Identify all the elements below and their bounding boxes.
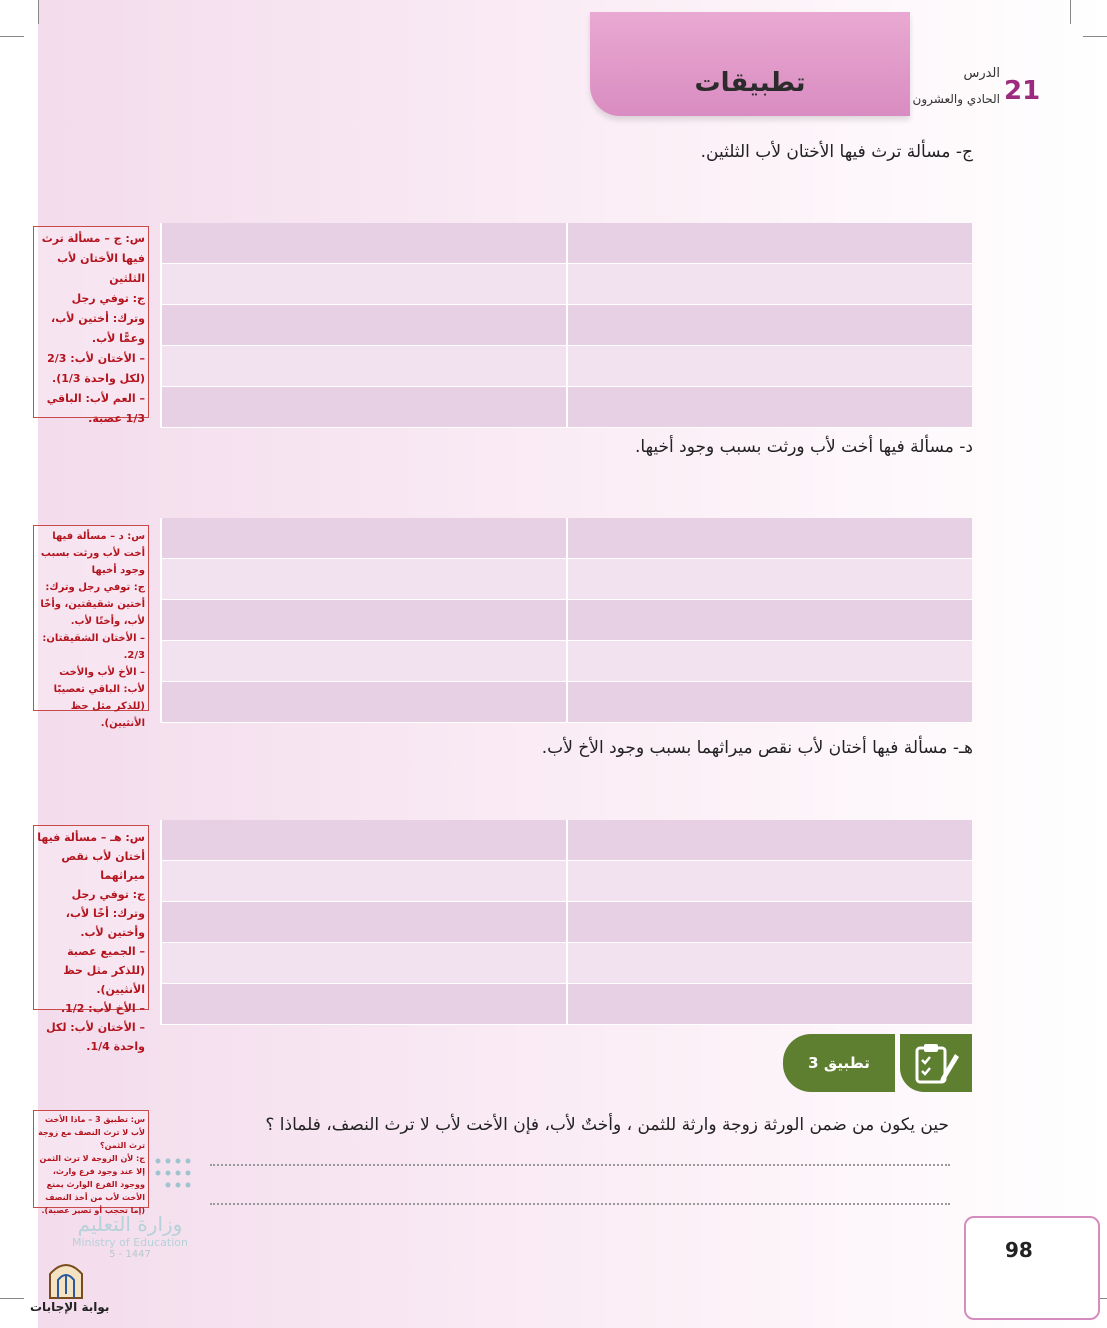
table-cell[interactable] — [160, 264, 566, 304]
question-d: د- مسألة فيها أخت لأب ورثت بسبب وجود أخيها. — [635, 437, 973, 457]
question-e: هـ- مسألة فيها أختان لأب نقص ميراثهما بسبب وجود الأخ لأب. — [541, 738, 973, 758]
answer-line[interactable] — [210, 1203, 950, 1205]
table-row — [160, 518, 972, 559]
ministry-logo-icon — [152, 1155, 198, 1193]
note-line: ج: توفي رجل وترك: أخًا لأب، وأختين لأب. — [65, 888, 145, 939]
note-line: س: ج – مسألة ترث فيها الأختان لأب الثلثين — [41, 232, 145, 285]
answer-table-c — [160, 223, 972, 428]
table-row — [160, 943, 972, 984]
table-row — [160, 861, 972, 902]
table-cell[interactable] — [160, 682, 566, 722]
table-row — [160, 387, 972, 428]
crop-mark — [0, 1298, 24, 1299]
ministry-year: 5 - 1447 — [109, 1249, 151, 1260]
note-line: س: د – مسألة فيها أخت لأب ورثت بسبب وجود أخيها — [40, 531, 145, 576]
table-row — [160, 346, 972, 387]
table-row — [160, 641, 972, 682]
answer-note-c — [33, 226, 149, 425]
answer-table-d — [160, 518, 972, 723]
note-line: ج: توفي رجل وترك: أختين شقيقتين، وأخًا لأب، وأختًا لأب. — [40, 582, 145, 627]
table-row — [160, 305, 972, 346]
table-cell[interactable] — [566, 387, 972, 427]
note-line: ج: توفي رجل وترك: أختين لأب، وعمًّا لأب. — [51, 292, 145, 345]
table-cell[interactable] — [566, 861, 972, 901]
note-line: – الأختان لأب: 2/3 (لكل واحدة 1/3). — [47, 352, 145, 385]
table-cell[interactable] — [160, 223, 566, 263]
table-row — [160, 223, 972, 264]
answer-note-d — [33, 525, 149, 729]
table-cell[interactable] — [160, 820, 566, 860]
lesson-label: الدرس — [963, 66, 1000, 81]
table-row — [160, 264, 972, 305]
header-tab — [590, 12, 910, 116]
table-cell[interactable] — [160, 346, 566, 386]
table-cell[interactable] — [566, 943, 972, 983]
ministry-watermark — [60, 1212, 200, 1260]
note-line: ج: لأن الزوجة لا ترث الثمن إلا عند وجود فرع وارث، ووجود الفرع الوارث يمنع الأخت لأب من أخذ النصف (إما تحجب أو تصير عصبة). — [39, 1154, 145, 1215]
table-cell[interactable] — [566, 984, 972, 1024]
table-cell[interactable] — [160, 861, 566, 901]
table-cell[interactable] — [160, 984, 566, 1024]
table-cell[interactable] — [566, 264, 972, 304]
table-cell[interactable] — [566, 902, 972, 942]
note-line: – الأخ لأب: 1/2. — [60, 1002, 145, 1015]
table-cell[interactable] — [160, 305, 566, 345]
table-row — [160, 820, 972, 861]
note-line: – الأختان الشقيقتان: 2/3. — [42, 633, 145, 661]
table-cell[interactable] — [566, 559, 972, 599]
table-cell[interactable] — [160, 559, 566, 599]
table-cell[interactable] — [160, 902, 566, 942]
note-line: – الأخ لأب والأخت لأب: الباقي تعصيبًا (للذكر مثل حظ الأنثيين). — [53, 667, 145, 729]
crop-mark — [0, 36, 24, 37]
portal-logo-icon — [46, 1256, 86, 1300]
note-line: – الجميع عصبة (للذكر مثل حظ الأنثيين). — [63, 945, 145, 996]
crop-mark — [1070, 0, 1071, 24]
table-cell[interactable] — [160, 943, 566, 983]
crop-mark — [1083, 36, 1107, 37]
table-row — [160, 902, 972, 943]
note-line: – الأختان لأب: لكل واحدة 1/4. — [46, 1021, 145, 1053]
table-row — [160, 682, 972, 723]
table-cell[interactable] — [160, 387, 566, 427]
clipboard-pen-icon — [900, 1034, 972, 1092]
ministry-name-en: Ministry of Education — [71, 1236, 188, 1249]
note-line: س: تطبيق 3 – ماذا الأخت لأب لا ترث النصف مع زوجة ترث الثمن؟ — [38, 1115, 145, 1150]
table-row — [160, 600, 972, 641]
note-line: س: هـ – مسألة فيها أختان لأب نقص ميراثهما — [37, 831, 145, 882]
page-number-box — [964, 1216, 1100, 1320]
table-cell[interactable] — [566, 518, 972, 558]
note-line: – العم لأب: الباقي 1/3 عصبة. — [46, 392, 145, 425]
page-number: 98 — [1005, 1238, 1033, 1262]
table-cell[interactable] — [160, 518, 566, 558]
ministry-name-ar: وزارة التعليم — [77, 1212, 183, 1236]
table-cell[interactable] — [566, 600, 972, 640]
portal-label[interactable]: بوابة الإجابات — [30, 1300, 110, 1314]
application-question: حين يكون من ضمن الورثة زوجة وارثة للثمن ، وأختٌ لأب، فإن الأخت لأب لا ترث النصف، فلماذا ؟ — [265, 1115, 949, 1135]
table-cell[interactable] — [566, 682, 972, 722]
table-cell[interactable] — [566, 820, 972, 860]
question-c: ج- مسألة ترث فيها الأختان لأب الثلثين. — [700, 142, 973, 162]
application-badge: تطبيق 3 — [783, 1034, 895, 1092]
page-title: تطبيقات — [694, 68, 806, 98]
table-row — [160, 559, 972, 600]
answer-line[interactable] — [210, 1164, 950, 1166]
answer-note-e — [33, 825, 149, 1053]
table-row — [160, 984, 972, 1025]
answer-table-e — [160, 820, 972, 1025]
table-cell[interactable] — [566, 305, 972, 345]
table-cell[interactable] — [566, 641, 972, 681]
crop-mark — [38, 0, 39, 24]
table-cell[interactable] — [566, 223, 972, 263]
answer-note-app — [33, 1110, 149, 1215]
table-cell[interactable] — [160, 641, 566, 681]
lesson-name: الحادي والعشرون — [912, 92, 1000, 106]
lesson-number: 21 — [1004, 76, 1041, 106]
table-cell[interactable] — [566, 346, 972, 386]
table-cell[interactable] — [160, 600, 566, 640]
